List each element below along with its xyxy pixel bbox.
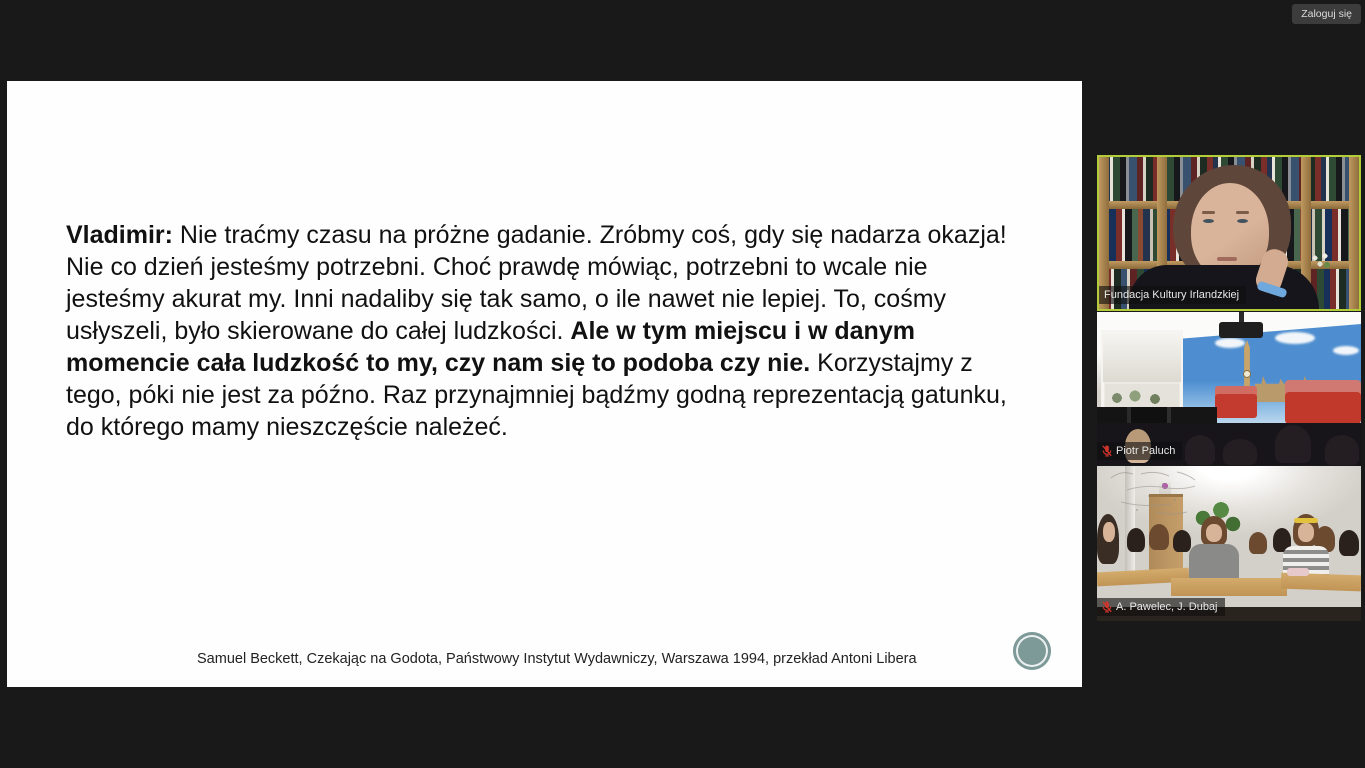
classroom-desk	[1171, 578, 1287, 596]
slide-citation: Samuel Beckett, Czekając na Godota, Państwowy Instytut Wydawniczy, Warszawa 1994, przekład Antoni Libera	[197, 651, 917, 667]
login-button[interactable]: Zaloguj się	[1292, 4, 1361, 24]
muted-mic-icon	[1102, 601, 1112, 613]
participant-name: Fundacja Kultury Irlandzkiej	[1104, 289, 1240, 301]
quote-speaker-name: Vladimir:	[66, 221, 173, 249]
red-bus-small	[1215, 386, 1257, 418]
participant-video-speaker[interactable]	[1097, 155, 1361, 311]
participant-video-pawelec-dubaj[interactable]	[1097, 466, 1361, 621]
red-bus-large	[1285, 380, 1361, 424]
participant-name: A. Pawelec, J. Dubaj	[1116, 601, 1218, 613]
shared-screen-slide	[7, 81, 1082, 687]
participant-name-label	[1097, 598, 1225, 616]
participant-name: Piotr Paluch	[1116, 445, 1176, 457]
participant-video-piotr-paluch[interactable]	[1097, 312, 1361, 465]
slide-decoration-circle-icon	[1013, 632, 1051, 670]
roller-blind	[1103, 332, 1181, 382]
ceiling-projector	[1219, 312, 1263, 338]
quote-text-part1: Nie traćmy czasu na próżne gadanie. Zróbmy coś, gdy się nadarza okazja! Nie co dzień jesteśmy potrzebni. Choć prawdę mówiąc, potrzebni to wcale nie jesteśmy akurat my. Inni nadaliby się tak samo, o ile nawet nie lepiej. To, cośmy usłyszeli, było skierowane do całej ludzkości.	[66, 221, 1007, 345]
slide-quote-paragraph	[66, 219, 1018, 443]
quote-text-part2: Korzystajmy z tego, póki nie jest za późno. Raz przynajmniej bądźmy godną reprezentacją gatunku, do którego mamy nieszczęście należeć.	[66, 349, 1007, 441]
participant-name-label	[1097, 442, 1182, 460]
participant-name-label	[1099, 286, 1246, 304]
muted-mic-icon	[1102, 445, 1112, 457]
flower-pot	[1309, 252, 1335, 272]
quote-text-bold: Ale w tym miejscu i w danym momencie cała ludzkość to my, czy nam się to podoba czy nie.	[66, 317, 915, 377]
